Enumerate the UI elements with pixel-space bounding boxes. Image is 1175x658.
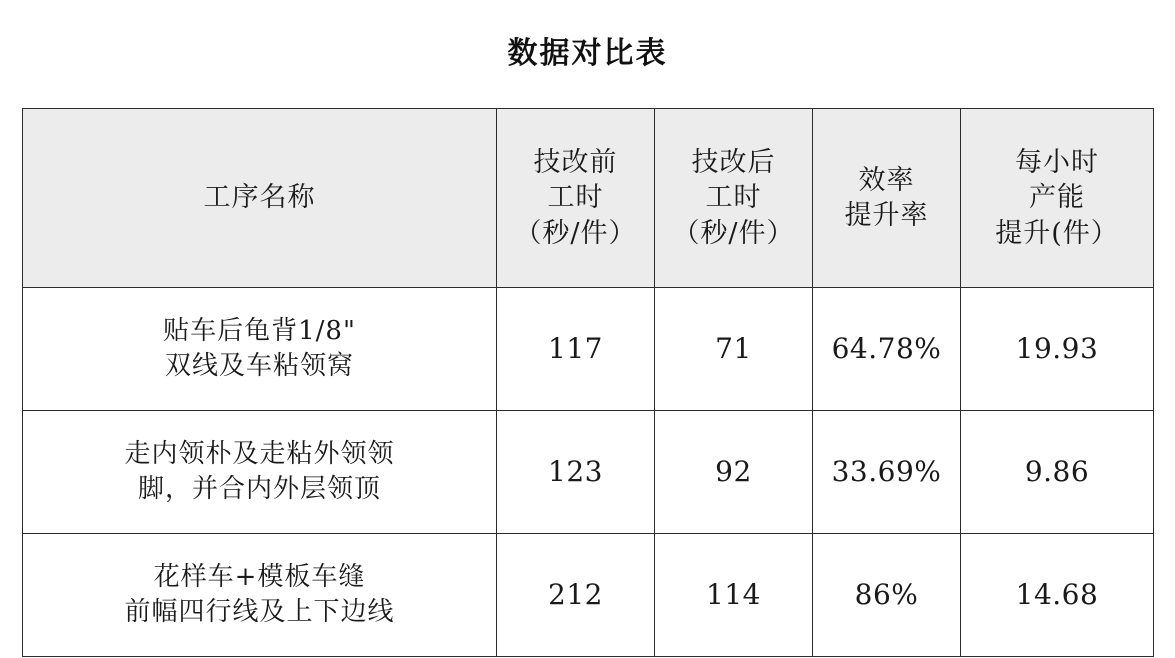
- cell-before-time: 212: [497, 534, 655, 657]
- column-header-line: 工时: [705, 182, 762, 214]
- column-header-line: 工序名称: [203, 182, 316, 214]
- cell-efficiency-gain: 33.69%: [813, 411, 961, 534]
- column-header-line: 工时: [547, 182, 604, 214]
- column-header-before-time: [497, 109, 655, 288]
- cell-process-name: [23, 411, 497, 534]
- cell-efficiency-gain: 64.78%: [813, 288, 961, 411]
- cell-before-time: 123: [497, 411, 655, 534]
- column-header-line: 效率: [858, 164, 915, 196]
- table-row: [23, 411, 1154, 534]
- cell-line: 脚，并合内外层领顶: [137, 474, 381, 504]
- column-header-hourly-capacity-gain: [961, 109, 1154, 288]
- cell-hourly-capacity-gain: 14.68: [961, 534, 1154, 657]
- cell-line: 前幅四行线及上下边线: [124, 597, 395, 627]
- cell-process-name: [23, 288, 497, 411]
- column-header-line: （秒/件）: [514, 217, 637, 249]
- table-header-row: [23, 109, 1154, 288]
- cell-line: 走内领朴及走粘外领领: [124, 439, 395, 470]
- column-header-line: 技改前: [533, 147, 618, 179]
- cell-efficiency-gain: 86%: [813, 534, 961, 657]
- table-row: [23, 288, 1154, 411]
- column-header-after-time: [655, 109, 813, 288]
- cell-after-time: 92: [655, 411, 813, 534]
- cell-line: 双线及车粘领窝: [164, 351, 354, 381]
- cell-line: 贴车后龟背1/8": [163, 316, 356, 347]
- column-header-line: 提升率: [844, 200, 929, 231]
- table-row: [23, 534, 1154, 657]
- cell-line: 花样车+模板车缝: [153, 562, 366, 593]
- column-header-line: （秒/件）: [672, 217, 795, 249]
- column-header-efficiency-gain: [813, 109, 961, 288]
- column-header-line: 提升(件）: [995, 217, 1119, 249]
- cell-after-time: 114: [655, 534, 813, 657]
- cell-before-time: 117: [497, 288, 655, 411]
- data-comparison-table: [22, 108, 1154, 657]
- column-header-line: 每小时: [1015, 147, 1099, 179]
- column-header-line: 产能: [1029, 182, 1085, 214]
- page-title: 数据对比表: [507, 36, 668, 71]
- column-header-line: 技改后: [691, 147, 776, 179]
- data-comparison-table-container: [22, 108, 1153, 657]
- table-body: [23, 288, 1154, 657]
- cell-hourly-capacity-gain: 9.86: [961, 411, 1154, 534]
- cell-after-time: 71: [655, 288, 813, 411]
- table-header: [23, 109, 1154, 288]
- column-header-process-name: [23, 109, 497, 288]
- cell-process-name: [23, 534, 497, 657]
- cell-hourly-capacity-gain: 19.93: [961, 288, 1154, 411]
